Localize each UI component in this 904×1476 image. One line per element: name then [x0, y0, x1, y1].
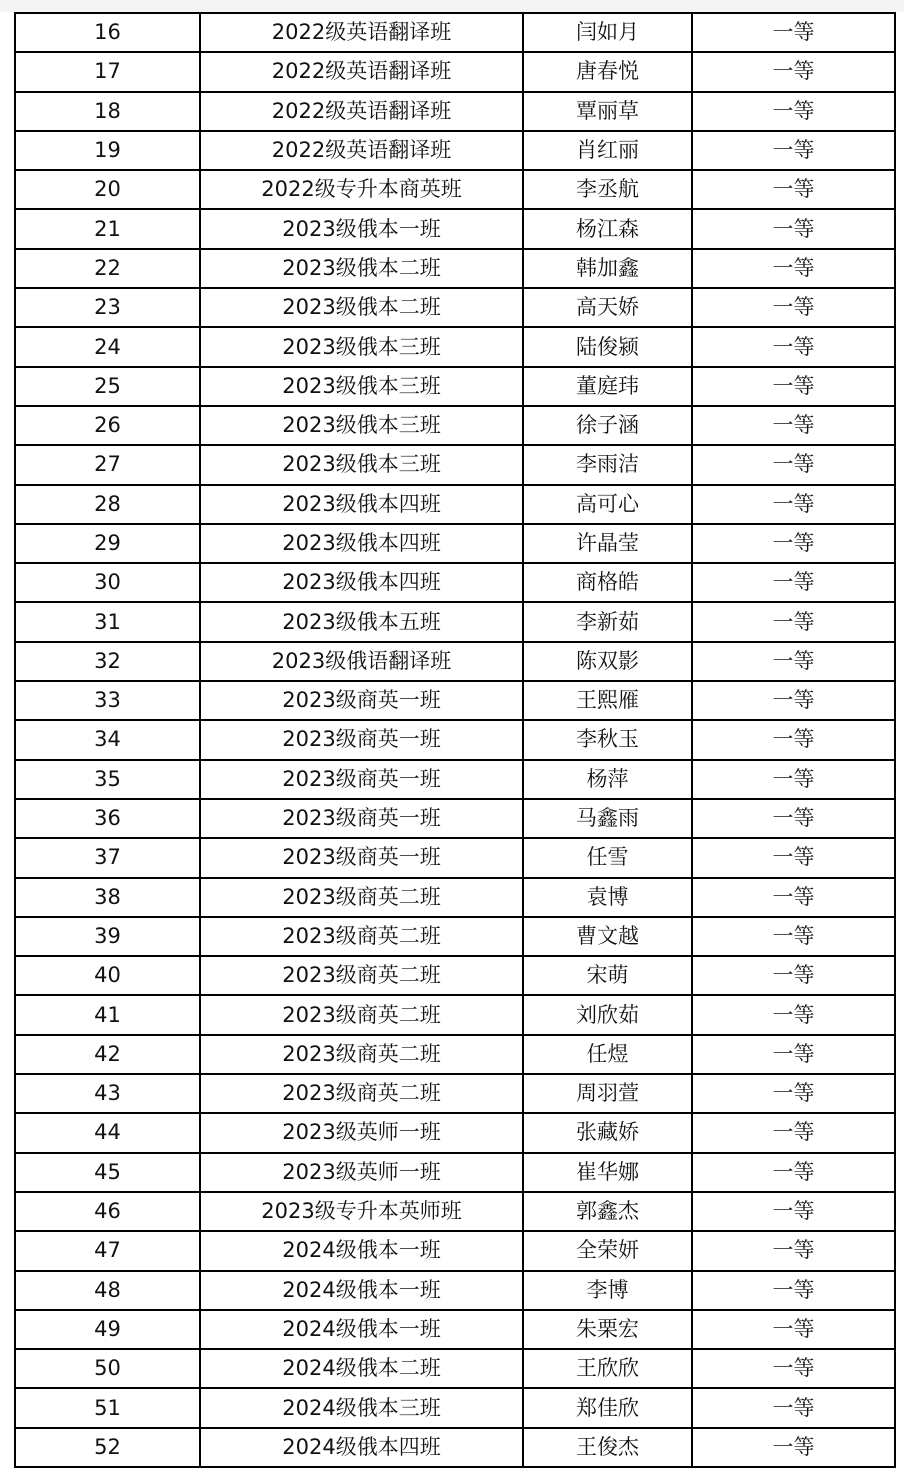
cell-number: 21	[15, 209, 200, 248]
cell-award-level: 一等	[692, 406, 895, 445]
cell-award-level: 一等	[692, 1388, 895, 1427]
award-table-body	[15, 13, 895, 1467]
cell-class: 2024级俄本一班	[200, 1310, 523, 1349]
cell-number: 19	[15, 131, 200, 170]
cell-award-level: 一等	[692, 995, 895, 1034]
cell-number: 30	[15, 563, 200, 602]
cell-number: 40	[15, 956, 200, 995]
cell-student-name: 李秋玉	[523, 720, 692, 759]
table-row	[15, 288, 895, 327]
cell-number: 39	[15, 917, 200, 956]
cell-student-name: 全荣妍	[523, 1231, 692, 1270]
cell-award-level: 一等	[692, 485, 895, 524]
cell-class: 2023级商英一班	[200, 760, 523, 799]
cell-award-level: 一等	[692, 13, 895, 52]
cell-award-level: 一等	[692, 1271, 895, 1310]
cell-student-name: 袁博	[523, 878, 692, 917]
cell-award-level: 一等	[692, 52, 895, 91]
cell-award-level: 一等	[692, 563, 895, 602]
table-row	[15, 956, 895, 995]
cell-student-name: 陆俊颍	[523, 327, 692, 366]
table-row	[15, 1231, 895, 1270]
cell-student-name: 崔华娜	[523, 1153, 692, 1192]
cell-award-level: 一等	[692, 1074, 895, 1113]
cell-class: 2023级商英一班	[200, 681, 523, 720]
cell-class: 2023级俄本四班	[200, 563, 523, 602]
table-row	[15, 52, 895, 91]
cell-class: 2023级商英一班	[200, 720, 523, 759]
cell-class: 2024级俄本三班	[200, 1388, 523, 1427]
cell-class: 2024级俄本二班	[200, 1349, 523, 1388]
table-row	[15, 642, 895, 681]
cell-number: 24	[15, 327, 200, 366]
cell-award-level: 一等	[692, 524, 895, 563]
cell-student-name: 韩加鑫	[523, 249, 692, 288]
cell-student-name: 马鑫雨	[523, 799, 692, 838]
cell-class: 2023级俄本四班	[200, 524, 523, 563]
cell-number: 28	[15, 485, 200, 524]
table-row	[15, 1153, 895, 1192]
cell-class: 2023级俄本五班	[200, 602, 523, 641]
cell-student-name: 许晶莹	[523, 524, 692, 563]
table-row	[15, 92, 895, 131]
cell-class: 2022级英语翻译班	[200, 52, 523, 91]
cell-student-name: 李丞航	[523, 170, 692, 209]
cell-class: 2023级俄本三班	[200, 406, 523, 445]
cell-class: 2023级商英二班	[200, 878, 523, 917]
cell-student-name: 商格皓	[523, 563, 692, 602]
cell-number: 32	[15, 642, 200, 681]
cell-class: 2023级商英二班	[200, 917, 523, 956]
cell-number: 43	[15, 1074, 200, 1113]
table-row	[15, 170, 895, 209]
table-row	[15, 1192, 895, 1231]
cell-class: 2022级英语翻译班	[200, 92, 523, 131]
cell-student-name: 任雪	[523, 838, 692, 877]
cell-number: 36	[15, 799, 200, 838]
table-row	[15, 681, 895, 720]
cell-award-level: 一等	[692, 1428, 895, 1467]
cell-student-name: 李新茹	[523, 602, 692, 641]
cell-award-level: 一等	[692, 1349, 895, 1388]
cell-student-name: 李博	[523, 1271, 692, 1310]
cell-number: 42	[15, 1035, 200, 1074]
cell-class: 2023级商英二班	[200, 995, 523, 1034]
cell-student-name: 肖红丽	[523, 131, 692, 170]
table-row	[15, 602, 895, 641]
cell-award-level: 一等	[692, 1231, 895, 1270]
cell-class: 2024级俄本四班	[200, 1428, 523, 1467]
cell-award-level: 一等	[692, 760, 895, 799]
table-row	[15, 406, 895, 445]
cell-student-name: 宋萌	[523, 956, 692, 995]
page-top-edge	[0, 0, 904, 12]
cell-class: 2023级商英一班	[200, 799, 523, 838]
cell-student-name: 陈双影	[523, 642, 692, 681]
cell-award-level: 一等	[692, 642, 895, 681]
cell-class: 2024级俄本一班	[200, 1231, 523, 1270]
cell-class: 2023级商英二班	[200, 1074, 523, 1113]
cell-student-name: 曹文越	[523, 917, 692, 956]
cell-student-name: 任煜	[523, 1035, 692, 1074]
cell-student-name: 王欣欣	[523, 1349, 692, 1388]
cell-student-name: 郑佳欣	[523, 1388, 692, 1427]
cell-award-level: 一等	[692, 681, 895, 720]
cell-award-level: 一等	[692, 92, 895, 131]
cell-award-level: 一等	[692, 720, 895, 759]
table-row	[15, 209, 895, 248]
cell-award-level: 一等	[692, 288, 895, 327]
cell-student-name: 李雨洁	[523, 445, 692, 484]
cell-class: 2023级俄本三班	[200, 327, 523, 366]
cell-award-level: 一等	[692, 602, 895, 641]
table-row	[15, 1035, 895, 1074]
cell-student-name: 覃丽草	[523, 92, 692, 131]
cell-award-level: 一等	[692, 799, 895, 838]
cell-award-level: 一等	[692, 1192, 895, 1231]
table-row	[15, 760, 895, 799]
table-row	[15, 367, 895, 406]
cell-class: 2023级俄本三班	[200, 367, 523, 406]
cell-number: 34	[15, 720, 200, 759]
cell-number: 47	[15, 1231, 200, 1270]
cell-number: 25	[15, 367, 200, 406]
table-row	[15, 917, 895, 956]
table-row	[15, 838, 895, 877]
table-row	[15, 799, 895, 838]
cell-student-name: 周羽萱	[523, 1074, 692, 1113]
cell-student-name: 徐子涵	[523, 406, 692, 445]
cell-student-name: 唐春悦	[523, 52, 692, 91]
cell-class: 2023级俄本一班	[200, 209, 523, 248]
cell-class: 2023级商英二班	[200, 1035, 523, 1074]
cell-class: 2023级俄本二班	[200, 249, 523, 288]
cell-number: 48	[15, 1271, 200, 1310]
table-row	[15, 131, 895, 170]
cell-award-level: 一等	[692, 327, 895, 366]
award-table	[14, 12, 896, 1468]
cell-number: 35	[15, 760, 200, 799]
cell-class: 2022级英语翻译班	[200, 131, 523, 170]
cell-number: 46	[15, 1192, 200, 1231]
cell-class: 2023级英师一班	[200, 1153, 523, 1192]
cell-award-level: 一等	[692, 170, 895, 209]
cell-number: 18	[15, 92, 200, 131]
cell-award-level: 一等	[692, 1035, 895, 1074]
cell-award-level: 一等	[692, 1113, 895, 1152]
cell-number: 41	[15, 995, 200, 1034]
cell-award-level: 一等	[692, 878, 895, 917]
cell-number: 31	[15, 602, 200, 641]
table-row	[15, 485, 895, 524]
cell-number: 20	[15, 170, 200, 209]
cell-number: 44	[15, 1113, 200, 1152]
cell-class: 2023级专升本英师班	[200, 1192, 523, 1231]
cell-number: 29	[15, 524, 200, 563]
cell-award-level: 一等	[692, 838, 895, 877]
cell-student-name: 杨萍	[523, 760, 692, 799]
table-row	[15, 1388, 895, 1427]
table-row	[15, 1113, 895, 1152]
cell-number: 38	[15, 878, 200, 917]
table-row	[15, 995, 895, 1034]
table-row	[15, 1310, 895, 1349]
cell-student-name: 闫如月	[523, 13, 692, 52]
cell-award-level: 一等	[692, 956, 895, 995]
cell-class: 2023级俄本四班	[200, 485, 523, 524]
cell-student-name: 王俊杰	[523, 1428, 692, 1467]
table-row	[15, 1349, 895, 1388]
cell-class: 2023级商英一班	[200, 838, 523, 877]
table-row	[15, 720, 895, 759]
table-row	[15, 1074, 895, 1113]
cell-number: 22	[15, 249, 200, 288]
cell-class: 2023级俄语翻译班	[200, 642, 523, 681]
cell-class: 2022级英语翻译班	[200, 13, 523, 52]
cell-number: 27	[15, 445, 200, 484]
cell-student-name: 刘欣茹	[523, 995, 692, 1034]
cell-award-level: 一等	[692, 445, 895, 484]
cell-student-name: 郭鑫杰	[523, 1192, 692, 1231]
table-row	[15, 1428, 895, 1467]
table-row	[15, 249, 895, 288]
cell-number: 45	[15, 1153, 200, 1192]
cell-number: 50	[15, 1349, 200, 1388]
cell-award-level: 一等	[692, 249, 895, 288]
cell-award-level: 一等	[692, 367, 895, 406]
cell-student-name: 王熙雁	[523, 681, 692, 720]
cell-number: 16	[15, 13, 200, 52]
cell-award-level: 一等	[692, 1310, 895, 1349]
table-row	[15, 445, 895, 484]
cell-award-level: 一等	[692, 917, 895, 956]
cell-number: 17	[15, 52, 200, 91]
cell-award-level: 一等	[692, 209, 895, 248]
table-row	[15, 563, 895, 602]
cell-award-level: 一等	[692, 1153, 895, 1192]
cell-student-name: 朱栗宏	[523, 1310, 692, 1349]
cell-student-name: 高天娇	[523, 288, 692, 327]
cell-number: 33	[15, 681, 200, 720]
cell-student-name: 杨江森	[523, 209, 692, 248]
cell-number: 37	[15, 838, 200, 877]
cell-class: 2023级俄本三班	[200, 445, 523, 484]
cell-student-name: 高可心	[523, 485, 692, 524]
table-row	[15, 13, 895, 52]
table-row	[15, 878, 895, 917]
table-row	[15, 1271, 895, 1310]
cell-number: 51	[15, 1388, 200, 1427]
cell-student-name: 张藏娇	[523, 1113, 692, 1152]
cell-student-name: 董庭玮	[523, 367, 692, 406]
cell-award-level: 一等	[692, 131, 895, 170]
cell-number: 52	[15, 1428, 200, 1467]
table-row	[15, 327, 895, 366]
cell-number: 49	[15, 1310, 200, 1349]
table-row	[15, 524, 895, 563]
cell-class: 2023级俄本二班	[200, 288, 523, 327]
cell-class: 2022级专升本商英班	[200, 170, 523, 209]
cell-number: 23	[15, 288, 200, 327]
cell-class: 2024级俄本一班	[200, 1271, 523, 1310]
cell-number: 26	[15, 406, 200, 445]
cell-class: 2023级英师一班	[200, 1113, 523, 1152]
cell-class: 2023级商英二班	[200, 956, 523, 995]
